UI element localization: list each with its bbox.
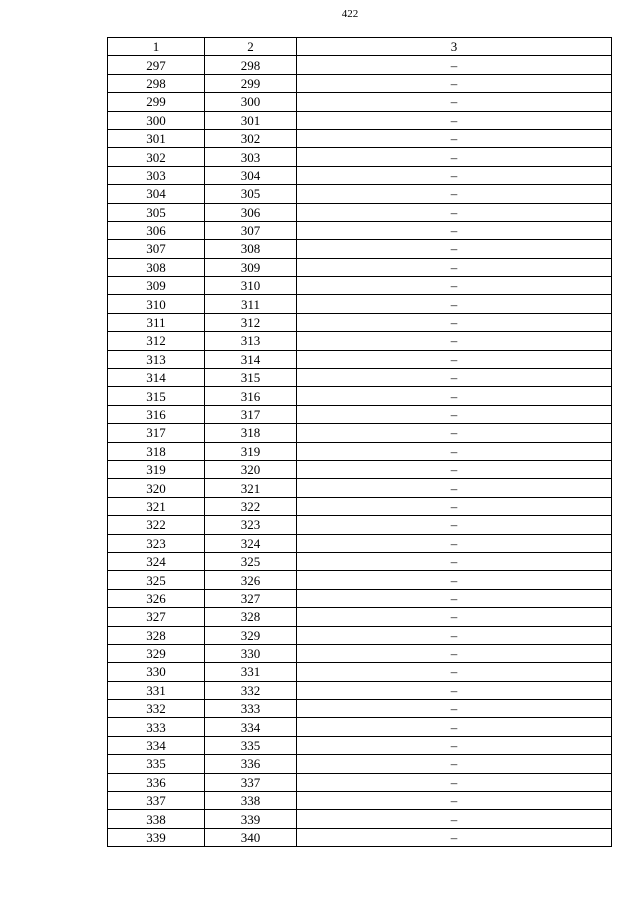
table-cell-col-2: 325 [205,552,297,570]
table-cell-col-3: – [297,185,612,203]
table-cell-col-2: 331 [205,663,297,681]
table-row [108,93,612,111]
table-row [108,497,612,515]
table-cell-col-3: – [297,589,612,607]
table-cell-col-1: 313 [108,350,205,368]
table-cell-col-3: – [297,736,612,754]
table-cell-col-3: – [297,755,612,773]
table-row [108,792,612,810]
table-cell-col-2: 337 [205,773,297,791]
table-row [108,111,612,129]
table-row [108,755,612,773]
table-row [108,240,612,258]
table-cell-col-3: – [297,479,612,497]
table-cell-col-3: – [297,148,612,166]
table-row [108,313,612,331]
table-cell-col-3: – [297,442,612,460]
table-cell-col-1: 312 [108,332,205,350]
table-cell-col-2: 320 [205,460,297,478]
table-cell-col-2: 330 [205,644,297,662]
table-cell-col-2: 315 [205,369,297,387]
table-cell-col-3: – [297,460,612,478]
table-cell-col-2: 308 [205,240,297,258]
table-row [108,626,612,644]
table-cell-col-1: 305 [108,203,205,221]
table-cell-col-3: – [297,258,612,276]
table-cell-col-1: 327 [108,608,205,626]
table-cell-col-3: – [297,350,612,368]
table-cell-col-3: – [297,166,612,184]
table-cell-col-3: – [297,129,612,147]
table-cell-col-1: 335 [108,755,205,773]
table-row [108,387,612,405]
table-row [108,405,612,423]
table-cell-col-1: 336 [108,773,205,791]
table-cell-col-2: 316 [205,387,297,405]
table-cell-col-3: – [297,369,612,387]
table-row [108,552,612,570]
table-cell-col-1: 298 [108,74,205,92]
table-row [108,736,612,754]
table-cell-col-2: 306 [205,203,297,221]
table-cell-col-3: – [297,552,612,570]
table-row [108,810,612,828]
table-cell-col-1: 297 [108,56,205,74]
table-row [108,369,612,387]
table-cell-col-2: 318 [205,424,297,442]
table-cell-col-1: 309 [108,277,205,295]
table-row [108,608,612,626]
table-cell-col-1: 330 [108,663,205,681]
table-cell-col-1: 314 [108,369,205,387]
table-row [108,258,612,276]
table-cell-col-2: 334 [205,718,297,736]
table-cell-col-3: – [297,240,612,258]
table-cell-col-3: – [297,773,612,791]
table-cell-col-2: 326 [205,571,297,589]
table-cell-col-3: – [297,681,612,699]
table-row [108,460,612,478]
data-table [107,37,612,847]
table-cell-col-1: 339 [108,828,205,846]
table-cell-col-3: – [297,221,612,239]
table-cell-col-1: 301 [108,129,205,147]
table-cell-col-1: 310 [108,295,205,313]
table-cell-col-2: 329 [205,626,297,644]
table-cell-col-3: – [297,644,612,662]
table-row [108,663,612,681]
table-cell-col-1: 326 [108,589,205,607]
table-cell-col-3: – [297,571,612,589]
table-cell-col-3: – [297,828,612,846]
table-cell-col-2: 340 [205,828,297,846]
table-cell-col-1: 307 [108,240,205,258]
table-cell-col-3: – [297,295,612,313]
table-body [108,56,612,847]
table-cell-col-1: 322 [108,516,205,534]
table-cell-col-3: – [297,203,612,221]
table-cell-col-2: 336 [205,755,297,773]
table-cell-col-3: – [297,792,612,810]
table-cell-col-1: 332 [108,700,205,718]
table-cell-col-2: 299 [205,74,297,92]
table-cell-col-2: 327 [205,589,297,607]
table-cell-col-1: 319 [108,460,205,478]
table-cell-col-1: 334 [108,736,205,754]
table-row [108,571,612,589]
table-cell-col-1: 300 [108,111,205,129]
table-cell-col-3: – [297,313,612,331]
table-cell-col-3: – [297,608,612,626]
table-cell-col-1: 323 [108,534,205,552]
table-header [108,38,612,56]
table-cell-col-2: 309 [205,258,297,276]
table-cell-col-3: – [297,626,612,644]
table-cell-col-1: 317 [108,424,205,442]
table-cell-col-2: 302 [205,129,297,147]
table-cell-col-1: 331 [108,681,205,699]
table-cell-col-3: – [297,405,612,423]
table-cell-col-1: 315 [108,387,205,405]
table-cell-col-2: 317 [205,405,297,423]
table-cell-col-1: 333 [108,718,205,736]
table-cell-col-3: – [297,718,612,736]
table-cell-col-2: 333 [205,700,297,718]
table-cell-col-3: – [297,700,612,718]
table-row [108,74,612,92]
table-cell-col-2: 313 [205,332,297,350]
table-cell-col-1: 321 [108,497,205,515]
table-cell-col-1: 324 [108,552,205,570]
table-row [108,203,612,221]
table-row [108,166,612,184]
table-cell-col-1: 311 [108,313,205,331]
table-cell-col-2: 324 [205,534,297,552]
table-cell-col-2: 314 [205,350,297,368]
table-cell-col-3: – [297,516,612,534]
table-row [108,644,612,662]
table-cell-col-2: 335 [205,736,297,754]
table-row [108,221,612,239]
table-row [108,277,612,295]
table-row [108,129,612,147]
table-cell-col-2: 322 [205,497,297,515]
table-cell-col-1: 308 [108,258,205,276]
table-cell-col-2: 323 [205,516,297,534]
table-row [108,718,612,736]
table-cell-col-2: 304 [205,166,297,184]
table-cell-col-1: 337 [108,792,205,810]
table-row [108,516,612,534]
table-cell-col-1: 328 [108,626,205,644]
table-cell-col-1: 304 [108,185,205,203]
table-cell-col-2: 310 [205,277,297,295]
table-row [108,828,612,846]
table-row [108,295,612,313]
table-cell-col-1: 320 [108,479,205,497]
table-cell-col-2: 300 [205,93,297,111]
table-cell-col-2: 321 [205,479,297,497]
table-cell-col-1: 302 [108,148,205,166]
table-row [108,700,612,718]
table-cell-col-1: 338 [108,810,205,828]
table-row [108,56,612,74]
column-header-2: 2 [205,38,297,56]
table-cell-col-3: – [297,93,612,111]
table-cell-col-3: – [297,424,612,442]
table-row [108,589,612,607]
table-cell-col-3: – [297,663,612,681]
table-cell-col-3: – [297,74,612,92]
table-row [108,350,612,368]
table-cell-col-2: 312 [205,313,297,331]
column-header-3: 3 [297,38,612,56]
table-row [108,442,612,460]
table-row [108,185,612,203]
table-cell-col-1: 325 [108,571,205,589]
table-row [108,773,612,791]
table-cell-col-1: 316 [108,405,205,423]
table-cell-col-2: 307 [205,221,297,239]
column-header-1: 1 [108,38,205,56]
table-row [108,424,612,442]
table-cell-col-1: 329 [108,644,205,662]
table-cell-col-2: 298 [205,56,297,74]
table-cell-col-3: – [297,56,612,74]
table-cell-col-1: 303 [108,166,205,184]
table-cell-col-1: 306 [108,221,205,239]
table-cell-col-3: – [297,111,612,129]
table-cell-col-1: 299 [108,93,205,111]
table-cell-col-3: – [297,277,612,295]
table-cell-col-2: 311 [205,295,297,313]
table-cell-col-2: 328 [205,608,297,626]
table-cell-col-2: 338 [205,792,297,810]
table-cell-col-2: 305 [205,185,297,203]
table-cell-col-3: – [297,332,612,350]
header-row [108,38,612,56]
page-number: 422 [341,8,359,20]
table-cell-col-3: – [297,534,612,552]
table-row [108,332,612,350]
table-cell-col-1: 318 [108,442,205,460]
table-cell-col-2: 332 [205,681,297,699]
table-row [108,681,612,699]
table-row [108,534,612,552]
table-cell-col-3: – [297,810,612,828]
table-cell-col-2: 303 [205,148,297,166]
table-cell-col-2: 301 [205,111,297,129]
table-row [108,479,612,497]
table-cell-col-3: – [297,387,612,405]
table-cell-col-2: 319 [205,442,297,460]
table-cell-col-3: – [297,497,612,515]
table-row [108,148,612,166]
table-cell-col-2: 339 [205,810,297,828]
